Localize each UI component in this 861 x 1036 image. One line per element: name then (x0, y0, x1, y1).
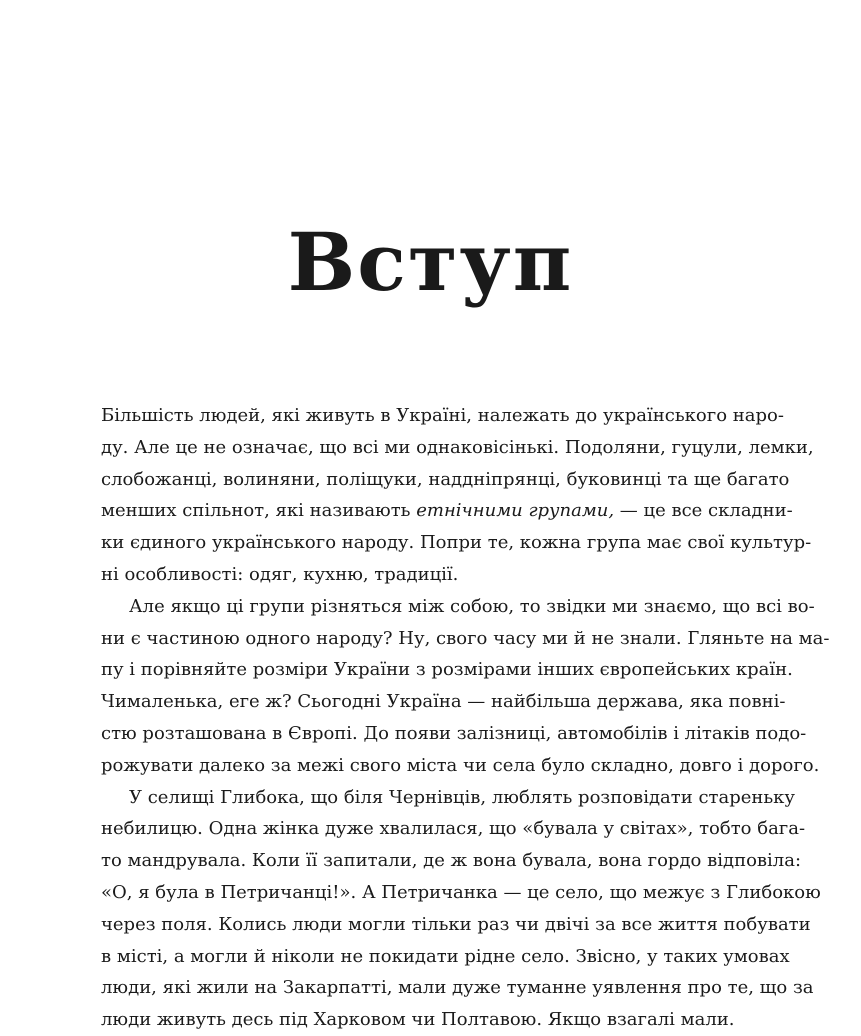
text-line: Чималенька, еге ж? Сьогодні Україна — найбільша держава, яка повні- (101, 691, 786, 713)
text-line: слобожанці, волиняни, поліщуки, наддніпрянці, буковинці та ще багато (101, 468, 790, 490)
text-line: в місті, а могли й ніколи не покидати рідне село. Звісно, у таких умовах (101, 945, 790, 967)
text-line: через поля. Колись люди могли тільки раз чи двічі за все життя побувати (101, 913, 811, 935)
text-line: Більшість людей, які живуть в Україні, належать до українського наро- (101, 405, 784, 426)
chapter-title: Вступ (287, 215, 574, 309)
text-line-mixed (101, 495, 793, 527)
text-line: ни є частиною одного народу? Ну, свого часу ми й не знали. Гляньте на ма- (101, 627, 830, 649)
text-line: пу і порівняйте розміри України з розмірами інших європейських країн. (101, 659, 793, 681)
text-segment: менших спільнот, які називають (101, 500, 411, 522)
text-line: небилицю. Одна жінка дуже хвалилася, що «бувала у світах», тобто бага- (101, 818, 806, 840)
text-line: люди живуть десь під Харковом чи Полтавою. Якщо взагалі мали. (101, 1009, 735, 1031)
text-line: стю розташована в Європі. До появи залізниці, автомобілів і літаків подо- (101, 722, 807, 744)
text-line: ки єдиного українського народу. Попри те, кожна група має свої культур- (101, 532, 812, 554)
text-segment: — це все складни- (619, 500, 793, 522)
text-line: ду. Але це не означає, що всі ми однаковісінькі. Подоляни, гуцули, лемки, (101, 436, 814, 458)
italic-term: етнічними групами, (416, 500, 615, 522)
text-line: Але якщо ці групи різняться між собою, то звідки ми знаємо, що всі во- (129, 595, 815, 617)
text-line: У селищі Глибока, що біля Чернівців, люблять розповідати стареньку (129, 786, 796, 808)
text-line: люди, які жили на Закарпатті, мали дуже туманне уявлення про те, що за (101, 977, 814, 999)
text-line: то мандрувала. Коли її запитали, де ж вона бувала, вона гордо відповіла: (101, 850, 802, 872)
text-line: «О, я була в Петричанці!». А Петричанка — це село, що межує з Глибокою (101, 881, 821, 903)
text-line: рожувати далеко за межі свого міста чи села було складно, довго і дорого. (101, 754, 820, 776)
text-line: ні особливості: одяг, кухню, традиції. (101, 563, 459, 585)
body-text (101, 400, 830, 1036)
